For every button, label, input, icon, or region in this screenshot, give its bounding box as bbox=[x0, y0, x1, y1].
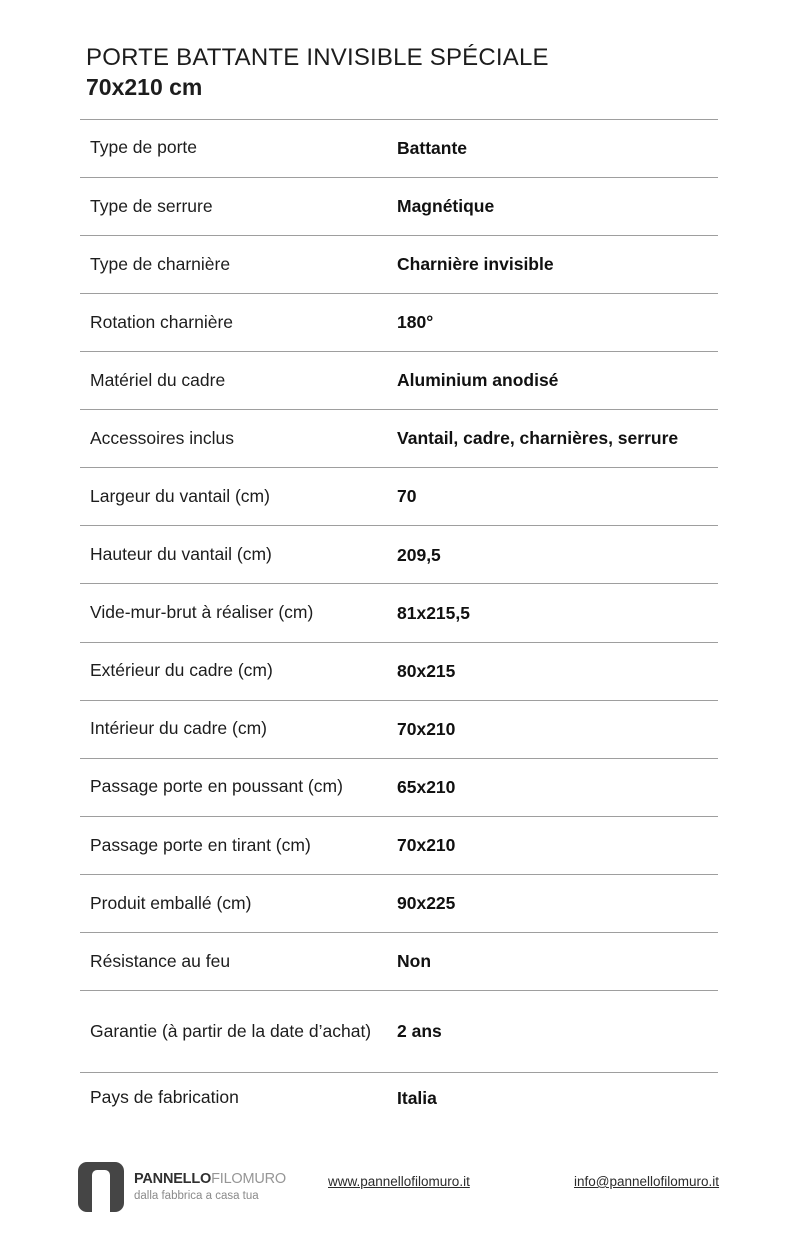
product-title: PORTE BATTANTE INVISIBLE SPÉCIALE bbox=[86, 44, 549, 71]
footer bbox=[0, 1158, 800, 1218]
spec-row bbox=[80, 933, 718, 991]
website-link[interactable]: www.pannellofilomuro.it bbox=[328, 1174, 470, 1189]
spec-label: Résistance au feu bbox=[90, 950, 231, 971]
spec-row bbox=[80, 236, 718, 294]
spec-row bbox=[80, 817, 718, 875]
spec-label: Intérieur du cadre (cm) bbox=[90, 718, 268, 739]
spec-row bbox=[80, 468, 718, 526]
spec-label: Rotation charnière bbox=[90, 311, 233, 332]
spec-sheet bbox=[0, 44, 800, 1244]
spec-row bbox=[80, 352, 718, 410]
spec-row bbox=[80, 759, 718, 817]
spec-label: Garantie (à partir de la date d’achat) bbox=[90, 1020, 372, 1041]
spec-table bbox=[80, 119, 718, 1123]
spec-value: Italia bbox=[397, 1087, 437, 1108]
spec-label: Accessoires inclus bbox=[90, 427, 234, 448]
email-link[interactable]: info@pannellofilomuro.it bbox=[574, 1174, 720, 1189]
spec-row bbox=[80, 875, 718, 933]
spec-value: Vantail, cadre, charnières, serrure bbox=[397, 428, 679, 449]
spec-label: Extérieur du cadre (cm) bbox=[90, 660, 273, 681]
spec-label: Hauteur du vantail (cm) bbox=[90, 544, 272, 565]
spec-value: 81x215,5 bbox=[397, 602, 470, 623]
product-size: 70x210 cm bbox=[86, 73, 203, 100]
spec-value: 209,5 bbox=[397, 544, 441, 565]
brand-tagline: dalla fabbrica a casa tua bbox=[134, 1189, 259, 1202]
spec-value: 2 ans bbox=[397, 1021, 442, 1042]
spec-value: 180° bbox=[397, 312, 434, 333]
spec-row bbox=[80, 991, 718, 1073]
spec-row bbox=[80, 526, 718, 584]
spec-label: Largeur du vantail (cm) bbox=[90, 485, 270, 506]
brand-text bbox=[134, 1171, 286, 1203]
spec-value: Battante bbox=[397, 137, 468, 158]
spec-row bbox=[80, 643, 718, 701]
spec-value: Charnière invisible bbox=[397, 254, 554, 275]
spec-row bbox=[80, 1073, 718, 1123]
spec-row bbox=[80, 410, 718, 468]
spec-label: Type de charnière bbox=[90, 253, 231, 274]
brand-name-light: FILOMURO bbox=[211, 1171, 287, 1188]
spec-value: Non bbox=[397, 951, 432, 972]
page-title bbox=[86, 44, 720, 103]
spec-label: Passage porte en tirant (cm) bbox=[90, 834, 311, 855]
spec-row bbox=[80, 178, 718, 236]
spec-label: Type de porte bbox=[90, 137, 198, 158]
spec-label: Passage porte en poussant (cm) bbox=[90, 776, 343, 797]
spec-row bbox=[80, 120, 718, 178]
spec-value: 90x225 bbox=[397, 893, 456, 914]
spec-value: 70 bbox=[397, 486, 417, 507]
spec-row bbox=[80, 294, 718, 352]
spec-value: 65x210 bbox=[397, 776, 456, 797]
spec-label: Vide-mur-brut à réaliser (cm) bbox=[90, 602, 314, 623]
door-frame-icon bbox=[78, 1162, 124, 1212]
spec-value: 70x210 bbox=[397, 718, 456, 739]
spec-label: Matériel du cadre bbox=[90, 369, 226, 390]
brand-logo bbox=[78, 1162, 286, 1212]
spec-label: Pays de fabrication bbox=[90, 1087, 239, 1108]
spec-value: Aluminium anodisé bbox=[397, 370, 559, 391]
spec-value: 70x210 bbox=[397, 834, 456, 855]
spec-label: Type de serrure bbox=[90, 195, 213, 216]
spec-value: 80x215 bbox=[397, 660, 456, 681]
spec-row bbox=[80, 584, 718, 642]
brand-name-bold: PANNELLO bbox=[134, 1171, 212, 1188]
spec-value: Magnétique bbox=[397, 195, 495, 216]
spec-row bbox=[80, 701, 718, 759]
spec-label: Produit emballé (cm) bbox=[90, 892, 252, 913]
